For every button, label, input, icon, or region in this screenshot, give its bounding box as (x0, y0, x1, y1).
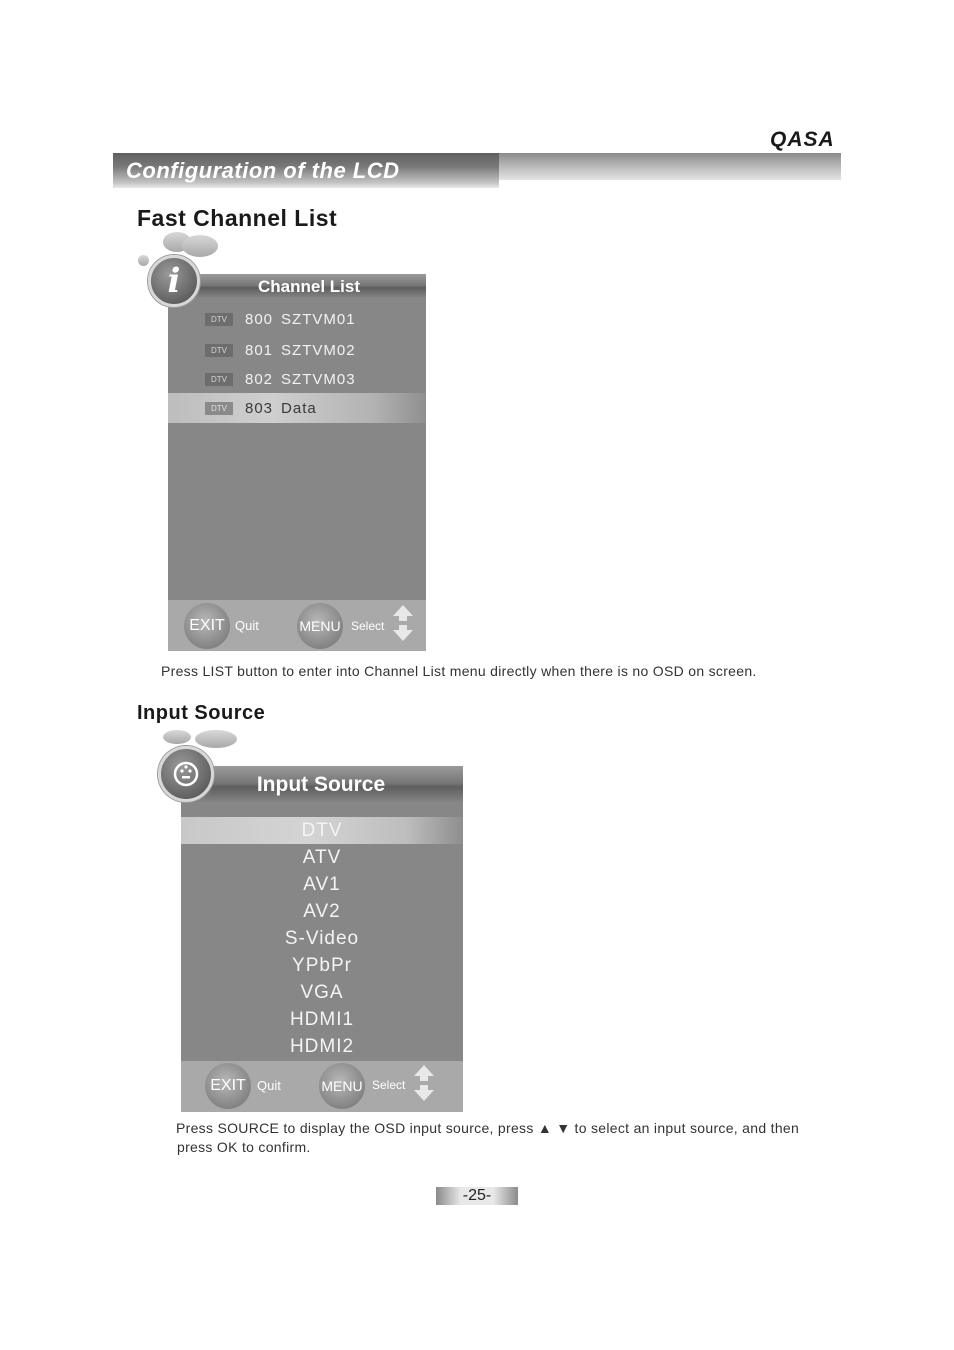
source-item[interactable]: HDMI1 (289, 1009, 355, 1030)
source-item[interactable]: HDMI2 (289, 1036, 355, 1057)
channel-name: SZTVM01 (281, 310, 356, 328)
dtv-badge: DTV (205, 313, 233, 326)
quit-label: Quit (257, 1078, 281, 1093)
brand-logo: QASA (770, 128, 835, 151)
source-item[interactable]: S-Video (284, 928, 360, 949)
channel-name: SZTVM02 (281, 341, 356, 359)
source-caption-line1: Press SOURCE to display the OSD input source, press ▲ ▼ to select an input source, and then (176, 1120, 800, 1136)
channel-number: 801 (245, 341, 274, 359)
info-icon: i (148, 255, 200, 307)
source-item[interactable]: VGA (300, 982, 344, 1003)
dtv-badge: DTV (205, 373, 233, 386)
channel-list-title-text: Channel List (257, 276, 360, 296)
input-source-panel (181, 766, 463, 1112)
menu-button[interactable] (297, 603, 343, 649)
source-item[interactable]: YPbPr (292, 955, 352, 976)
channel-name: SZTVM03 (281, 370, 356, 388)
channel-number: 802 (245, 370, 274, 388)
channel-number: 800 (245, 310, 274, 328)
quit-label: Quit (235, 618, 259, 633)
decor-dot (138, 255, 149, 266)
source-item[interactable]: ATV (302, 847, 342, 868)
select-label: Select (372, 1078, 406, 1092)
source-item[interactable]: AV1 (303, 874, 341, 895)
up-down-arrows-icon (414, 1065, 434, 1101)
exit-button-text: EXIT (189, 617, 225, 634)
page-number: -25- (436, 1187, 518, 1205)
up-down-arrows-icon (393, 605, 413, 641)
channel-name: Data (281, 399, 317, 417)
decor-circle (195, 730, 237, 748)
menu-button-text: MENU (321, 1078, 363, 1094)
source-plug-icon (158, 746, 214, 802)
input-source-heading: Input Source (137, 702, 266, 724)
fast-channel-heading: Fast Channel List (137, 205, 338, 231)
decor-circle (163, 730, 191, 744)
section-title: Configuration of the LCD (126, 158, 400, 183)
input-source-title (181, 766, 463, 804)
source-item[interactable]: DTV (181, 817, 463, 844)
input-source-title-text: Input Source (256, 773, 386, 796)
channel-row[interactable] (168, 335, 426, 365)
channel-row[interactable] (168, 393, 426, 423)
dtv-badge: DTV (205, 402, 233, 415)
menu-button[interactable] (319, 1063, 365, 1109)
dtv-badge: DTV (205, 344, 233, 357)
exit-button-text: EXIT (210, 1077, 246, 1094)
channel-list-title (168, 274, 426, 299)
source-caption-line2: press OK to confirm. (177, 1139, 311, 1155)
channel-number: 803 (245, 399, 274, 417)
exit-button[interactable] (205, 1063, 251, 1109)
exit-button[interactable] (184, 603, 230, 649)
channel-list-footer (168, 600, 426, 651)
menu-button-text: MENU (299, 618, 341, 634)
channel-row[interactable] (168, 364, 426, 394)
channel-list-panel (168, 274, 426, 651)
decor-circle (182, 235, 218, 257)
channel-caption: Press LIST button to enter into Channel List menu directly when there is no OSD on screen. (161, 663, 757, 679)
input-source-footer (181, 1061, 463, 1112)
channel-row[interactable] (168, 304, 426, 334)
source-item[interactable]: AV2 (303, 901, 341, 922)
select-label: Select (351, 619, 385, 633)
section-banner-right (499, 153, 841, 180)
